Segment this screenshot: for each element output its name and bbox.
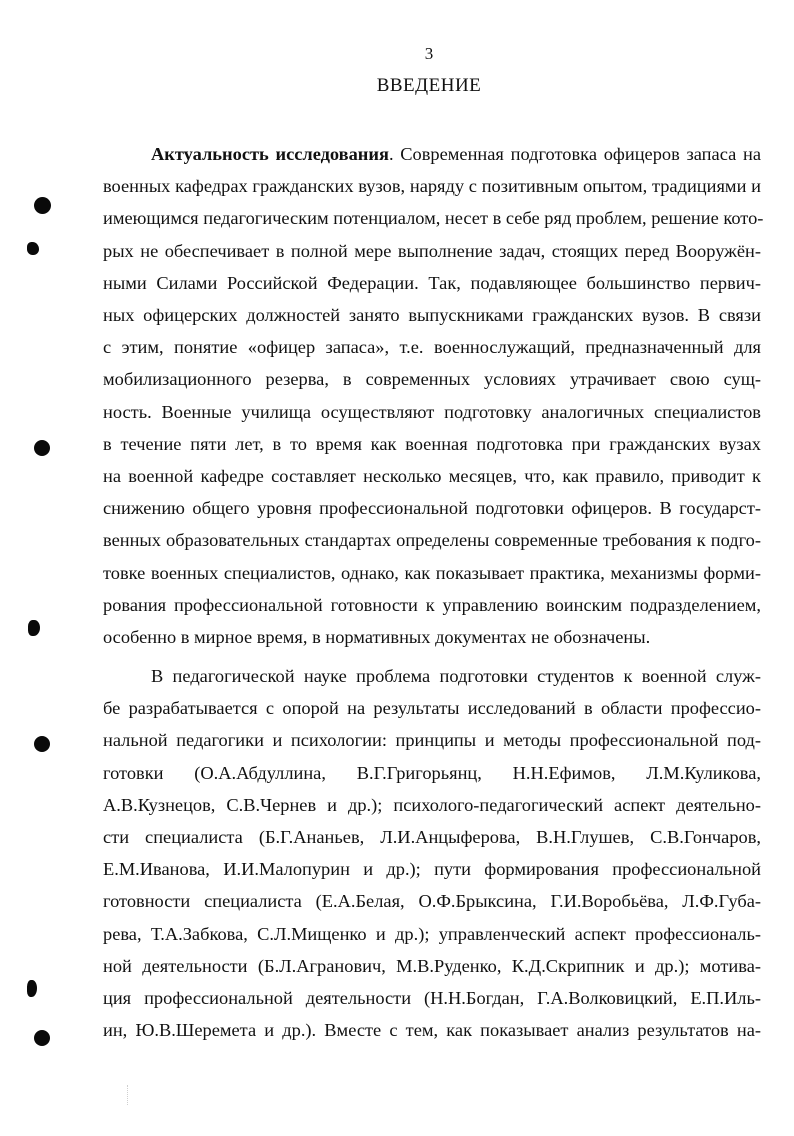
text-line: ин, Ю.В.Шеремета и др.). Вместе с тем, как показывает анализ результатов на- xyxy=(103,1020,761,1041)
text-line: нальной педагогики и психологии: принципы и методы профессиональной под- xyxy=(103,730,761,751)
text-line: в течение пяти лет, в то время как военная подготовка при гражданских вузах xyxy=(103,433,761,454)
text-line: с этим, понятие «офицер запаса», т.е. военнослужащий, предназначенный для xyxy=(103,337,761,358)
text-line: рых не обеспечивает в полной мере выполнение задач, стоящих перед Вооружён- xyxy=(103,240,761,261)
text-line: ных офицерских должностей занято выпускниками гражданских вузов. В связи xyxy=(103,305,761,326)
paragraph-2 xyxy=(103,660,761,1046)
text-line: готовки (О.А.Абдуллина, В.Г.Григорьянц, Н.Н.Ефимов, Л.М.Куликова, xyxy=(103,762,761,783)
text-line: ными Силами Российской Федерации. Так, подавляющее большинство первич- xyxy=(103,272,761,293)
binder-hole-mark xyxy=(27,980,37,997)
lead-term: Актуальность исследования xyxy=(151,144,389,164)
section-heading: ВВЕДЕНИЕ xyxy=(376,75,482,96)
text-line: В педагогической науке проблема подготовки студентов к военной служ- xyxy=(151,666,761,686)
text-line: А.В.Кузнецов, С.В.Чернев и др.); психолого-педагогический аспект деятельно- xyxy=(103,794,761,815)
text-line: рева, Т.А.Забкова, С.Л.Мищенко и др.); управленческий аспект профессиональ- xyxy=(103,923,761,944)
binder-hole-mark xyxy=(28,620,40,636)
text-line: венных образовательных стандартах определены современные требования к подго- xyxy=(103,530,761,551)
text-line: ность. Военные училища осуществляют подготовку аналогичных специалистов xyxy=(103,401,761,422)
text-line: товке военных специалистов, однако, как показывает практика, механизмы форми- xyxy=(103,562,761,583)
text-line: особенно в мирное время, в нормативных документах не обозначены. xyxy=(103,627,651,648)
text-line: готовности специалиста (Е.А.Белая, О.Ф.Брыксина, Г.И.Воробьёва, Л.Ф.Губа- xyxy=(103,891,761,912)
text-line: Е.М.Иванова, И.И.Малопурин и др.); пути формирования профессиональной xyxy=(103,859,761,880)
binder-hole-mark xyxy=(34,736,50,752)
scan-speck xyxy=(127,1085,132,1105)
binder-hole-mark xyxy=(34,440,50,456)
text-line: имеющимся педагогическим потенциалом, несет в себе ряд проблем, решение кото- xyxy=(103,208,764,229)
text-line: снижению общего уровня профессиональной подготовки офицеров. В государст- xyxy=(103,498,761,519)
text-line: ной деятельности (Б.Л.Агранович, М.В.Руденко, К.Д.Скрипник и др.); мотива- xyxy=(103,955,761,976)
text-line: военных кафедрах гражданских вузов, наряду с позитивным опытом, традициями и xyxy=(103,176,761,197)
text-line: ция профессиональной деятельности (Н.Н.Богдан, Г.А.Волковицкий, Е.П.Иль- xyxy=(103,988,761,1009)
binder-hole-mark xyxy=(34,1030,50,1046)
text-line: на военной кафедре составляет несколько месяцев, что, как правило, приводит к xyxy=(103,466,761,487)
text-line: бе разрабатывается с опорой на результаты исследований в области профессио- xyxy=(103,698,761,719)
text-line: Актуальность исследования. Современная подготовка офицеров запаса на xyxy=(151,144,761,164)
binder-hole-mark xyxy=(27,242,39,255)
binder-hole-mark xyxy=(34,197,51,214)
text-line: сти специалиста (Б.Г.Ананьев, Л.И.Анцыферова, В.Н.Глушев, С.В.Гончаров, xyxy=(103,827,761,848)
paragraph-1 xyxy=(103,138,764,653)
page-number: 3 xyxy=(424,44,434,63)
text-line: рования профессиональной готовности к управлению воинским подразделением, xyxy=(103,594,761,615)
text-line: мобилизационного резерва, в современных условиях утрачивает свою сущ- xyxy=(103,369,761,390)
